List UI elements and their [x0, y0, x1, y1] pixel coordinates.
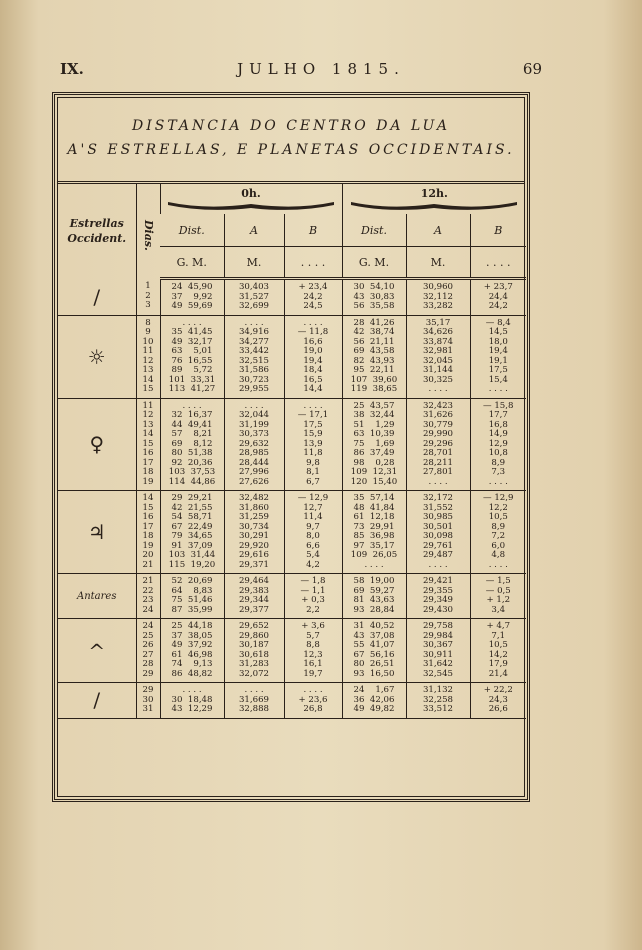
object-label: Antares [58, 574, 136, 619]
cell-dist0: 24 45,90 37 9,92 49 59,69 [171, 282, 213, 311]
cell-dist12: 31 40,52 43 37,08 55 41,07 67 56,16 80 26,51 93 16,50 [353, 621, 395, 679]
cell-a0: . . . . 31,669 32,888 [238, 685, 270, 714]
table-row [58, 574, 526, 619]
cell-dias: 1 2 3 [145, 281, 151, 311]
cell-dist0: . . . . 35 41,45 49 32,17 63 5,01 76 16,55 89 5,72 101 33,31 113 41,27 [168, 317, 216, 394]
cell-b0: . . . . + 23,6 26,8 [298, 685, 328, 714]
cell-dist12: 25 43,57 38 32,44 51 1,29 63 10,39 75 1,69 86 37,49 98 0,28 109 12,31 120 15,40 [350, 400, 398, 487]
title-line-1: DISTANCIA DO CENTRO DA LUA [131, 118, 451, 134]
hour0-header: 0h. [160, 184, 342, 214]
table-frame [52, 92, 530, 802]
cell-b12: — 8,4 14,5 18,0 19,4 19,1 17,5 15,4 . . . . [485, 317, 511, 394]
table-row [58, 619, 526, 683]
col-dist0: Dist. [160, 214, 224, 247]
table-row [58, 279, 526, 316]
cell-a12: 35,17 34,626 33,874 32,981 32,045 31,144 30,325 . . . . [422, 317, 454, 394]
table-row [58, 491, 526, 574]
brace-icon [349, 200, 519, 212]
page-number: 69 [522, 60, 542, 78]
object-label: ♀ [58, 398, 136, 491]
col-dist12: Dist. [342, 214, 406, 247]
cell-b12: — 12,9 12,2 10,5 8,9 7,2 6,0 4,8 . . . . [483, 493, 514, 570]
cell-dist12: 28 41,26 42 38,74 56 21,11 69 43,58 82 43,93 95 22,11 107 39,60 119 38,65 [350, 317, 398, 394]
unit-m12: M. [406, 247, 470, 279]
cell-dias: 14 15 16 17 18 19 20 21 [142, 493, 154, 570]
cell-a12: 31,132 32,258 33,512 [422, 685, 454, 714]
cell-dist0: 52 20,69 64 8,83 75 51,46 87 35,99 [171, 576, 213, 615]
cell-b0: . . . . — 11,8 16,6 19,0 19,4 18,4 16,5 14,4 [297, 317, 329, 394]
cell-dist0: 25 44,18 37 38,05 49 37,92 61 46,98 74 9,13 86 48,82 [171, 621, 213, 679]
cell-a12: 32,172 31,552 30,985 30,501 30,098 29,761 29,487 . . . . [422, 493, 454, 570]
cell-dist0: 29 29,21 42 21,55 54 58,71 67 22,49 79 34,65 91 37,09 103 31,44 115 19,20 [168, 493, 216, 570]
cell-b0: + 23,4 24,2 24,5 [298, 282, 328, 311]
cell-dist12: 58 19,00 69 59,27 81 43,63 93 28,84 [353, 576, 395, 615]
cell-b12: + 4,7 7,1 10,5 14,2 17,9 21,4 [486, 621, 511, 679]
cell-a12: 32,423 31,626 30,779 29,990 29,296 28,701 28,211 27,801 . . . . [422, 400, 454, 487]
cell-a0: 30,403 31,527 32,699 [238, 282, 270, 311]
cell-dist12: 24 1,67 36 42,06 49 49,82 [353, 685, 395, 714]
brace-icon [166, 200, 336, 212]
col-b0: B [284, 214, 342, 247]
col-dias-header: Dias. [136, 184, 160, 279]
header-left: IX. [60, 60, 84, 78]
cell-a0: 29,464 29,383 29,344 29,377 [238, 576, 270, 615]
header-center: JULHO 1815. [237, 60, 405, 78]
unit-dots12: . . . . [470, 247, 526, 279]
cell-b12: + 23,7 24,4 24,2 [483, 282, 513, 311]
cell-b0: + 3,6 5,7 8,8 12,3 16,1 19,7 [301, 621, 325, 679]
cell-dias: 11 12 13 14 15 16 17 18 19 [142, 400, 154, 487]
cell-a12: 29,758 29,984 30,367 30,911 31,642 32,545 [422, 621, 454, 679]
unit-gm0: G. M. [160, 247, 224, 279]
cell-a12: 29,421 29,355 29,349 29,430 [422, 576, 454, 615]
object-label: ♃ [58, 491, 136, 574]
cell-dist12: 30 54,10 43 30,83 56 35,58 [353, 282, 395, 311]
object-label: ☼ [58, 315, 136, 398]
cell-b12: + 22,2 24,3 26,6 [483, 685, 513, 714]
cell-dias: 21 22 23 24 [142, 576, 154, 615]
table-row [58, 683, 526, 719]
cell-b0: — 1,8 — 1,1 + 0,3 2,2 [300, 576, 326, 615]
cell-dias: 29 30 31 [142, 685, 154, 714]
cell-dias: 24 25 26 27 28 29 [142, 621, 154, 679]
cell-b12: — 1,5 — 0,5 + 1,2 3,4 [485, 576, 511, 615]
cell-a0: 32,482 31,860 31,259 30,734 30,291 29,920 29,616 29,371 [238, 493, 270, 570]
table-title [58, 98, 524, 184]
cell-a0: 29,652 29,860 30,187 30,618 31,283 32,072 [238, 621, 270, 679]
object-label: ^ [58, 619, 136, 683]
col-a0: A [224, 214, 284, 247]
hour12-header: 12h. [342, 184, 526, 214]
table-row [58, 398, 526, 491]
title-line-2: A'S ESTRELLAS, E PLANETAS OCCIDENTAIS. [67, 142, 515, 158]
distance-table [58, 184, 526, 719]
unit-dots0: . . . . [284, 247, 342, 279]
cell-b0: . . . . — 17,1 17,5 15,9 13,9 11,8 9,8 8,1 6,7 [297, 400, 329, 487]
cell-dist0: . . . . 30 18,48 43 12,29 [171, 685, 213, 714]
running-header [0, 60, 642, 84]
object-label: / [58, 683, 136, 719]
col-a12: A [406, 214, 470, 247]
unit-m0: M. [224, 247, 284, 279]
cell-b12: — 15,8 17,7 16,8 14,9 12,9 10,8 8,9 7,3 . . . . [483, 400, 514, 487]
cell-dist12: 35 57,14 48 41,84 61 12,18 73 29,91 85 36,98 97 35,17 109 26,05 . . . . [350, 493, 398, 570]
table-row [58, 315, 526, 398]
object-label: / [58, 279, 136, 316]
cell-a0: . . . . 34,916 34,277 33,442 32,515 31,586 30,723 29,955 [238, 317, 270, 394]
cell-a12: 30,960 32,112 33,282 [422, 282, 454, 311]
cell-b0: — 12,9 12,7 11,4 9,7 8,0 6,6 5,4 4,2 [297, 493, 329, 570]
unit-gm12: G. M. [342, 247, 406, 279]
cell-dist0: . . . . 32 16,37 44 49,41 57 8,21 69 8,12 80 51,38 92 20,36 103 37,53 114 44,86 [168, 400, 216, 487]
col-b12: B [470, 214, 526, 247]
cell-dias: 8 9 10 11 12 13 14 15 [142, 317, 154, 394]
col-star-header: Estrellas Occident. [67, 217, 127, 246]
cell-a0: . . . . 32,044 31,199 30,373 29,632 28,985 28,444 27,996 27,626 [238, 400, 270, 487]
